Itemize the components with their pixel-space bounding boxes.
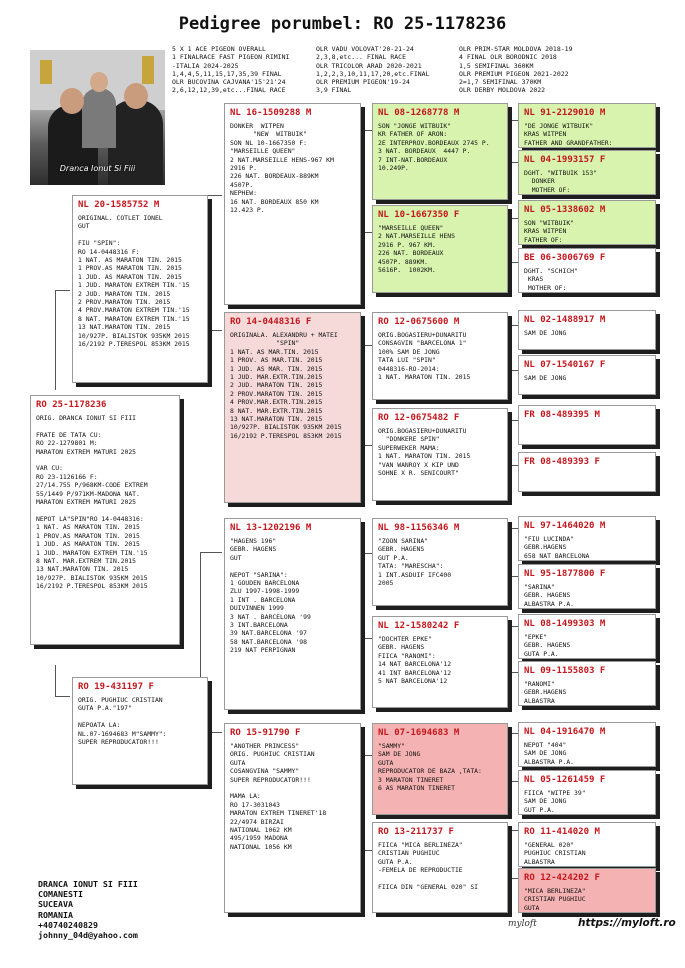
pigeon-card-sss[interactable]: [372, 103, 508, 200]
pigeon-notes: SON "JONGE WITBUIK" KR FATHER OF ARON: 2E INTERPROV.BORDEAUX 2745 P. 3 NAT. BORDEAUX 4447 P. 7 INT-NAT.BORDEAUX 10.249P.: [378, 122, 490, 173]
ring-number: NL 09-1155803 F: [524, 666, 606, 676]
ring-number: NL 08-1268778 M: [378, 108, 460, 118]
pigeon-card-g2[interactable]: [518, 150, 656, 195]
pigeon-card-ddd[interactable]: [372, 822, 508, 913]
pigeon-card-ssd[interactable]: [372, 205, 508, 293]
ring-number: NL 91-2129010 M: [524, 108, 606, 118]
pigeon-card-g10[interactable]: [518, 564, 656, 609]
pigeon-card-g3[interactable]: [518, 200, 656, 245]
ring-number: NL 05-1261459 F: [524, 775, 606, 785]
pigeon-card-g6[interactable]: [518, 355, 656, 395]
ring-number: FR 08-489395 M: [524, 410, 600, 420]
pigeon-notes: ORIGINAL. COTLET IONEL GUT FIU "SPIN": RO 14-0448316 F: 1 NAT. AS MARATON TIN. 2015 1 PROV.AS MARATON TIN. 2015 1 JUD. AS MARATON TIN. 2015 1 JUD. MARATON EXTREM TIN.'15 2 JUD. MARATON TIN. 2015 2 PROV.MARATON TIN. 2015 4 PROV.MARATON EXTREM TIN.'15 8 NAT. MARATON EXTREM TIN.'15 13 NAT.MARATON TIN. 2015 10/927P. BIALISTOK 935KM 2015 16/2192 P.TERESPOL 853KM 2015: [78, 214, 190, 349]
pigeon-notes: SON "WITBUIK" KRAS WITPEN FATHER OF:: [524, 219, 575, 244]
pigeon-notes: DONKER WITPEN "NEW WITBUIK" SON NL 10-1667350 F: "MARSEILLE QUEEN" 2 NAT.MARSEILLE HENS-967 KM 2916 P. 226 NAT. BORDEAUX-889KM 4507P. NEPHEW: 16 NAT. BORDEAUX 850 KM 12.423 P.: [230, 122, 334, 215]
ring-number: NL 98-1156346 M: [378, 523, 460, 533]
website-link[interactable]: https://myloft.ro: [578, 917, 676, 929]
ring-number: NL 16-1509288 M: [230, 108, 312, 118]
ring-number: NL 07-1694683 M: [378, 728, 460, 738]
ring-number: NL 12-1580242 F: [378, 621, 460, 631]
ring-number: BE 06-3006769 F: [524, 253, 606, 263]
ring-number: NL 08-1499303 M: [524, 619, 606, 629]
pigeon-card-dsd[interactable]: [372, 616, 508, 708]
pigeon-notes: DGHT. "WITBUIK 153" DONKER MOTHER OF:: [524, 169, 598, 194]
ring-number: RO 19-431197 F: [78, 682, 154, 692]
pigeon-notes: "RANOMI" GEBR.HAGENS ALBASTRA: [524, 680, 567, 705]
ring-number: NL 13-1202196 M: [230, 523, 312, 533]
pigeon-notes: "DE JONGE WITBUIK" KRAS WITPEN FATHER AND GRANDFATHER:: [524, 122, 613, 147]
ring-number: NL 05-1338602 M: [524, 205, 606, 215]
ring-number: RO 12-0675600 M: [378, 317, 460, 327]
pigeon-notes: SAM DE JONG: [524, 374, 567, 382]
pigeon-notes: "ZOON SARINA" GEBR. HAGENS GUT P.A. TATA: "MARESCHA": 1 INT.ASDUIF IFC400 2005: [378, 537, 452, 588]
pigeon-card-sire-dam[interactable]: [224, 312, 361, 503]
pigeon-card-g8[interactable]: [518, 452, 656, 492]
pigeon-notes: "EPKE" GEBR. HAGENS GUTA P.A.: [524, 633, 571, 658]
pigeon-card-g15[interactable]: [518, 822, 656, 867]
pigeon-notes: "HAGENS 196" GEBR. HAGENS GUT NEPOT "SARINA": 1 GOUDEN BARCELONA ZLU 1997-1998-1999 1 INT . BARCELONA DUIVINNEN 1999 3 NAT . BARCELONA '99 3 INT.BARCELONA 39 NAT.BARCELONA '97 58 NAT.BARCELONA '98 219 NAT PERPIGNAN: [230, 537, 311, 655]
trophy-icon: [40, 60, 52, 84]
breeder-photo: [30, 50, 165, 185]
pigeon-card-g5[interactable]: [518, 310, 656, 350]
pigeon-card-dam-sire[interactable]: [224, 518, 361, 710]
pigeon-notes: SAM DE JONG: [524, 329, 567, 337]
pigeon-notes: ORIG. DRANCA IONUT SI FIII FRATE DE TATA CU: RO 22-1279801 M: MARATON EXTREM MATURI 2025 VAR CU: RO 23-1126166 F: 27/14.755 P/968KM-CODE EXTREM 55/1449 P/971KM-MADONA NAT. MARATON EXTREM MATURI 2025 NEPOT LA"SPIN"RO 14-0448316: 1 NAT. AS MARATON TIN. 2015 1 PROV.AS MARATON TIN. 2015 1 JUD. AS MARATON TIN. 2015 1 JUD. MARATON EXTREM TIN.'15 8 NAT. MAR.EXTREM TIN.2015 13 NAT.MARATON TIN. 2015 10/927P. BIALISTOK 935KM 2015 16/2192 P.TERESPOL 853KM 2015: [36, 414, 148, 591]
pigeon-notes: NEPOT "404" SAM DE JONG ALBASTRA P.A.: [524, 741, 575, 766]
pigeon-card-dam[interactable]: [72, 677, 208, 785]
ring-number: NL 20-1585752 M: [78, 200, 160, 210]
ring-number: RO 14-0448316 F: [230, 317, 312, 327]
pigeon-card-dss[interactable]: [372, 518, 508, 606]
pigeon-card-sds[interactable]: [372, 312, 508, 400]
ring-number: NL 97-1464020 M: [524, 521, 606, 531]
pigeon-card-sire-sire[interactable]: [224, 103, 361, 305]
ring-number: NL 04-1993157 F: [524, 155, 606, 165]
breeder-contact: DRANCA IONUT SI FIII COMANESTI SUCEAVA ROMANIA +40740240829 johnny_04d@yahoo.com: [38, 879, 138, 941]
results-column-1: 5 X 1 ACE PIGEON OVERALL 1 FINALRACE FAST PIGEON RIMINI -ITALIA 2024-2025 1,4,4,5,11,15,17,35,39 FINAL OLR BUCOVINA CAJVANA'15'21'24 2,6,12,12,39,etc...FINAL RACE: [172, 45, 290, 95]
ring-number: RO 12-424202 F: [524, 873, 600, 883]
ring-number: RO 25-1178236: [36, 400, 107, 410]
photo-caption: Dranca Ionut Si Fiii: [59, 164, 136, 173]
results-column-2: OLR VADU VOLOVAT'20-21-24 2,3,8,etc... FINAL RACE OLR TRICOLOR ARAD 2020-2021 1,2,2,3,10,11,17,20,etc.FINAL OLR PREMIUM PIGEON'19-24 3,9 FINAL: [316, 45, 430, 95]
ring-number: NL 95-1877800 F: [524, 569, 606, 579]
pigeon-card-subject[interactable]: [30, 395, 180, 645]
ring-number: RO 11-414020 M: [524, 827, 600, 837]
ring-number: RO 12-0675482 F: [378, 413, 460, 423]
ring-number: RO 13-211737 F: [378, 827, 454, 837]
pigeon-card-g7[interactable]: [518, 405, 656, 445]
pigeon-notes: "FIU LUCINDA" GEBR.HAGENS 658 NAT BARCELONA: [524, 535, 590, 560]
pigeon-notes: ORIG. PUGHIUC CRISTIAN GUTA P.A."197" NEPOATA LA: NL.07-1694683 M"SAMMY": SUPER REPRODUCATOR!!!: [78, 696, 167, 747]
pigeon-card-sire[interactable]: [72, 195, 208, 383]
ring-number: NL 07-1540167 F: [524, 360, 606, 370]
pigeon-notes: ORIG.BOGASIERU+DUNARITU CONSAGVIN "BARCELONA 1" 100% SAM DE JONG TATA LUI "SPIN" 0448316-RO-2014: 1 NAT. MARATON TIN. 2015: [378, 331, 471, 382]
pigeon-notes: "ANOTHER PRINCESS" ORIG. PUGHIUC CRISTIAN GUTA COSANGVINA "SAMMY" SUPER REPRODUCATOR!!! MAMA LA: RO 17-3031043 MARATON EXTREM TINERET'18 22/4974 BIRZAI NATIONAL 1062 KM 495/1959 MADONA NATIONAL 1056 KM: [230, 742, 327, 851]
pigeon-notes: FIICA "MICA BERLINEZA" CRISTIAN PUGHIUC GUTA P.A. -FEMELA DE REPRODUCTIE FIICA DIN "GENERAL 020" SI: [378, 841, 479, 892]
pigeon-card-g14[interactable]: [518, 770, 656, 815]
pigeon-card-g11[interactable]: [518, 614, 656, 659]
pigeon-card-dam-dam[interactable]: [224, 723, 361, 913]
pigeon-card-dds[interactable]: [372, 723, 508, 815]
pigeon-card-g1[interactable]: [518, 103, 656, 148]
ring-number: NL 02-1488917 M: [524, 315, 606, 325]
pigeon-notes: FIICA "WITPE 39" SAM DE JONG GUT P.A.: [524, 789, 586, 814]
page-title: Pedigree porumbel: RO 25-1178236: [178, 14, 507, 34]
ring-number: NL 10-1667350 F: [378, 210, 460, 220]
pigeon-notes: "MARSEILLE QUEEN" 2 NAT.MARSEILLE HENS 2916 P. 967 KM. 226 NAT. BORDEAUX 4507P. 889KM. 5616P. 1002KM.: [378, 224, 455, 275]
ring-number: RO 15-91790 F: [230, 728, 301, 738]
ring-number: FR 08-489393 F: [524, 457, 600, 467]
pigeon-notes: ORIG.BOGASIERU+DUNARITU "DONKERE SPIN" SUPERWEKER MAMA: 1 NAT. MARATON TIN. 2015 "VAN WANROY X KIP UND SOHNE X R. SENICOURT": [378, 427, 471, 478]
pigeon-notes: ORIGINALA. ALEXANDRU + MATEI "SPIN" 1 NAT. AS MAR.TIN. 2015 1 PROV. AS MAR.TIN. 2015 1 JUD. AS MAR. TIN. 2015 1 JUD. MAR.EXTR.TIN.2015 2 JUD. MARATON TIN. 2015 2 PROV.MARATON TIN. 2015 4 PROV.MAR.EXTR.TIN.2015 8 NAT. MAR.EXTR.TIN.2015 13 NAT.MARATON TIN. 2015 10/927P. BIALISTOK 935KM 2015 16/2192 P.TERESPOL 853KM 2015: [230, 331, 342, 440]
pigeon-card-g9[interactable]: [518, 516, 656, 561]
results-column-3: OLR PRIM-STAR MOLDOVA 2018-19 4 FINAL OLR BORODNIC 2018 1,5 SEMIFINAL 360KM OLR PREMIUM PIGEON 2021-2022 2=1,7 SEMIFINAL 370KM OLR DERBY MOLDOVA 2022: [459, 45, 573, 95]
pigeon-card-sdd[interactable]: [372, 408, 508, 501]
pigeon-notes: DGHT. "SCHICH" KRAS MOTHER OF:: [524, 267, 578, 292]
ring-number: NL 04-1916470 M: [524, 727, 606, 737]
pigeon-notes: "SARINA" GEBR. HAGENS ALBASTRA P.A.: [524, 583, 575, 608]
pigeon-card-g13[interactable]: [518, 722, 656, 767]
pigeon-card-g4[interactable]: [518, 248, 656, 293]
pigeon-notes: "SAMMY" SAM DE JONG GUTA REPRODUCATOR DE BAZA ,TATA: 3 MARATON TINERET 6 AS MARATON TINERET: [378, 742, 482, 793]
trophy-icon: [142, 56, 154, 84]
pigeon-card-g12[interactable]: [518, 661, 656, 706]
pigeon-notes: "MICA BERLINEZA" CRISTIAN PUGHIUC GUTA: [524, 887, 586, 912]
pigeon-notes: "DOCHTER EPKE" GEBR. HAGENS FIICA "RANOMI": 14 NAT BARCELONA'12 41 INT BARCELONA'12 5 NAT BARCELONA'12: [378, 635, 452, 686]
myloft-logo: myloft: [508, 919, 537, 929]
pigeon-card-g16[interactable]: [518, 868, 656, 913]
pigeon-notes: "GENERAL 020" PUGHIUC CRISTIAN ALBASTRA: [524, 841, 586, 866]
